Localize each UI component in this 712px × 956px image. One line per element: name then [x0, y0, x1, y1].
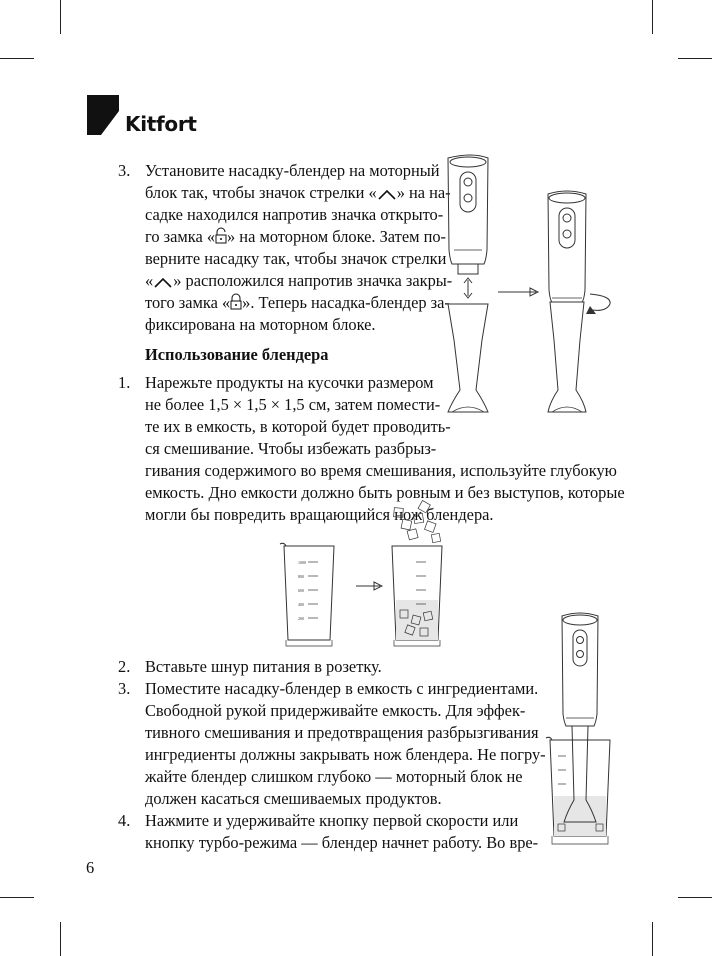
step3-line-4: го замка « » на моторном блоке. Затем по-: [145, 227, 446, 246]
usage-step1-line: те их в емкость, в которой будет проводить-: [145, 417, 451, 436]
section-heading: Использование блендера: [145, 345, 329, 364]
brand-name: Kitfort: [125, 112, 197, 136]
usage-step2-line: Вставьте шнур питания в розетку.: [145, 657, 382, 676]
step-number: 2.: [118, 657, 131, 676]
step3-line-7: того замка « ». Теперь насадка-блендер за-: [145, 293, 450, 312]
open-lock-icon: [215, 228, 227, 244]
crop-mark: [652, 922, 653, 956]
usage-step3-line: тивного смешивания и предотвращения разбрызгивания: [145, 723, 539, 742]
crop-mark: [0, 897, 34, 898]
crop-mark: [678, 58, 712, 59]
usage-step1-line: гивания содержимого во время смешивания, используйте глубокую: [145, 461, 617, 480]
svg-text:800: 800: [298, 574, 304, 579]
svg-text:400: 400: [298, 602, 304, 607]
arrow-up-chevron-icon: [153, 276, 173, 288]
arrow-up-chevron-icon: [377, 188, 397, 200]
usage-step4-line: Нажмите и удерживайте кнопку первой скорости или: [145, 811, 519, 830]
jug-illustration: [272, 500, 472, 650]
svg-text:1000: 1000: [298, 560, 306, 565]
step3-line-8: фиксирована на моторном блоке.: [145, 315, 376, 334]
usage-step1-line: емкость. Дно емкости должно быть ровным и без выступов, которые: [145, 483, 625, 502]
crop-mark: [60, 922, 61, 956]
svg-text:200: 200: [298, 616, 304, 621]
closed-lock-icon: [230, 294, 242, 310]
usage-step4-line: кнопку турбо-режима — блендер начнет работу. Во вре-: [145, 833, 539, 852]
page-number: 6: [86, 858, 95, 877]
step-number: 1.: [118, 373, 131, 392]
usage-step3-line: Поместите насадку-блендер в емкость с ингредиентами.: [145, 679, 539, 698]
brand-header: [87, 95, 197, 135]
usage-step3-line: Свободной рукой придерживайте емкость. Для эффек-: [145, 701, 526, 720]
usage-step1-line: могли бы повредить вращающийся нож блендера.: [145, 505, 494, 524]
step3-line-6: « » расположился напротив значка закры-: [145, 271, 453, 290]
blender-assembly-illustration: [440, 150, 620, 430]
step3-line-5: верните насадку так, чтобы значок стрелки: [145, 249, 447, 268]
usage-step1-line: Нарежьте продукты на кусочки размером: [145, 373, 434, 392]
usage-step3-line: должен касаться смешиваемых продуктов.: [145, 789, 442, 808]
crop-mark: [0, 58, 34, 59]
usage-step3-line: жайте блендер слишком глубоко — моторный блок не: [145, 767, 523, 786]
kitfort-logo-icon: [87, 95, 119, 135]
step3-line-3: садке находился напротив значка открыто-: [145, 205, 444, 224]
step3-line-2: блок так, чтобы значок стрелки « » на на-: [145, 183, 451, 202]
step3-line-1: Установите насадку-блендер на моторный: [145, 161, 440, 180]
usage-step1-line: ся смешивание. Чтобы избежать разбрыз-: [145, 439, 437, 458]
crop-mark: [678, 897, 712, 898]
crop-mark: [652, 0, 653, 34]
usage-step3-line: ингредиенты должны закрывать нож блендера. Не погру-: [145, 745, 546, 764]
usage-step1-line: не более 1,5 × 1,5 × 1,5 см, затем помести-: [145, 395, 441, 414]
step-number: 3.: [118, 679, 131, 698]
step-number: 4.: [118, 811, 131, 830]
step-number: 3.: [118, 161, 131, 180]
svg-text:600: 600: [298, 588, 304, 593]
blender-in-jug-illustration: [540, 610, 620, 848]
crop-mark: [60, 0, 61, 34]
